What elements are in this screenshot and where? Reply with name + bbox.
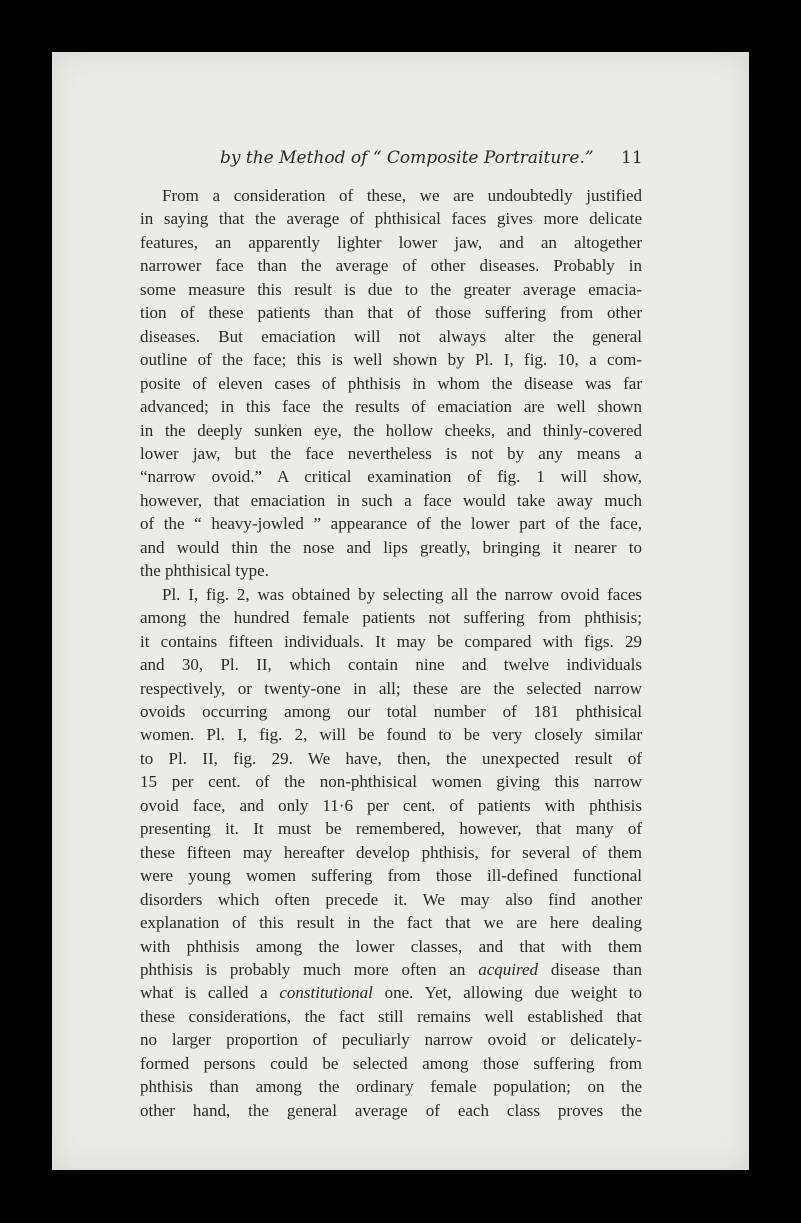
text-line: were young women suffering from those ill-defined functional (140, 866, 642, 886)
text-line: respectively, or twenty-one in all; these are the selected narrow (140, 678, 642, 698)
text-line: other hand, the general average of each class proves the (140, 1100, 642, 1120)
text-line: formed persons could be selected among those suffering from (140, 1053, 642, 1073)
text-line: however, that emaciation in such a face would take away much (140, 490, 642, 510)
text-line: of the “ heavy-jowled ” appearance of the lower part of the face, (140, 514, 642, 534)
text-line: outline of the face; this is well shown by Pl. I, fig. 10, a com- (140, 350, 642, 370)
text-line (140, 958, 642, 981)
text-line: with phthisis among the lower classes, and that with them (140, 936, 642, 956)
text-line: From a consideration of these, we are undoubtedly justified (162, 186, 642, 205)
text-line: narrower face than the average of other diseases. Probably in (140, 256, 642, 276)
text-line: it contains fifteen individuals. It may be compared with figs. 29 (140, 631, 642, 651)
text-line: diseases. But emaciation will not always alter the general (140, 326, 642, 346)
text-line: these fifteen may hereafter develop phthisis, for several of them (140, 842, 642, 862)
page-number: 11 (621, 148, 643, 168)
text-line: the phthisical type. (140, 561, 269, 581)
text-line: explanation of this result in the fact that we are here dealing (140, 913, 642, 933)
body-text (140, 184, 642, 1122)
text-fragment: one. Yet, allowing due weight to (384, 983, 642, 1003)
text-line: lower jaw, but the face nevertheless is not by any means a (140, 443, 642, 463)
text-line: among the hundred female patients not suffering from phthisis; (140, 608, 642, 628)
text-line: in saying that the average of phthisical faces gives more delicate (140, 209, 642, 229)
text-line: ovoid face, and only 11·6 per cent. of patients with phthisis (140, 795, 642, 815)
document-page (52, 52, 749, 1170)
page-header (52, 148, 749, 178)
text-line: Pl. I, fig. 2, was obtained by selecting all the narrow ovoid faces (162, 584, 642, 604)
italic-word: constitutional (279, 983, 373, 1003)
text-line: “narrow ovoid.” A critical examination of fig. 1 will show, (140, 467, 642, 487)
text-line: features, an apparently lighter lower jaw, and an altogether (140, 232, 642, 252)
text-line: some measure this result is due to the greater average emacia- (140, 279, 642, 299)
text-line: advanced; in this face the results of emaciation are well shown (140, 397, 642, 417)
text-line: posite of eleven cases of phthisis in whom the disease was far (140, 373, 642, 393)
running-title: by the Method of “ Composite Portraiture.” (220, 148, 594, 168)
text-fragment: phthisis is probably much more often an (140, 959, 466, 979)
text-line: and 30, Pl. II, which contain nine and twelve individuals (140, 655, 642, 675)
text-line: tion of these patients than that of those suffering from other (140, 303, 642, 323)
text-line: disorders which often precede it. We may also find another (140, 889, 642, 909)
text-line: 15 per cent. of the non-phthisical women giving this narrow (140, 772, 642, 792)
text-line (140, 981, 642, 1004)
text-line: presenting it. It must be remembered, however, that many of (140, 819, 642, 839)
paragraph-2 (140, 583, 642, 1122)
text-line: no larger proportion of peculiarly narrow ovoid or delicately- (140, 1030, 642, 1050)
text-line: to Pl. II, fig. 29. We have, then, the unexpected result of (140, 748, 642, 768)
text-line: and would thin the nose and lips greatly, bringing it nearer to (140, 537, 642, 557)
text-line: ovoids occurring among our total number of 181 phthisical (140, 701, 642, 721)
paragraph-1 (140, 184, 642, 583)
text-fragment: disease than (550, 959, 642, 979)
text-line: in the deeply sunken eye, the hollow cheeks, and thinly-covered (140, 420, 642, 440)
italic-word: acquired (478, 959, 538, 979)
text-line: women. Pl. I, fig. 2, will be found to be very closely similar (140, 725, 642, 745)
text-fragment: what is called a (140, 983, 268, 1003)
text-line: phthisis than among the ordinary female population; on the (140, 1077, 642, 1097)
text-line: these considerations, the fact still remains well established that (140, 1006, 642, 1026)
